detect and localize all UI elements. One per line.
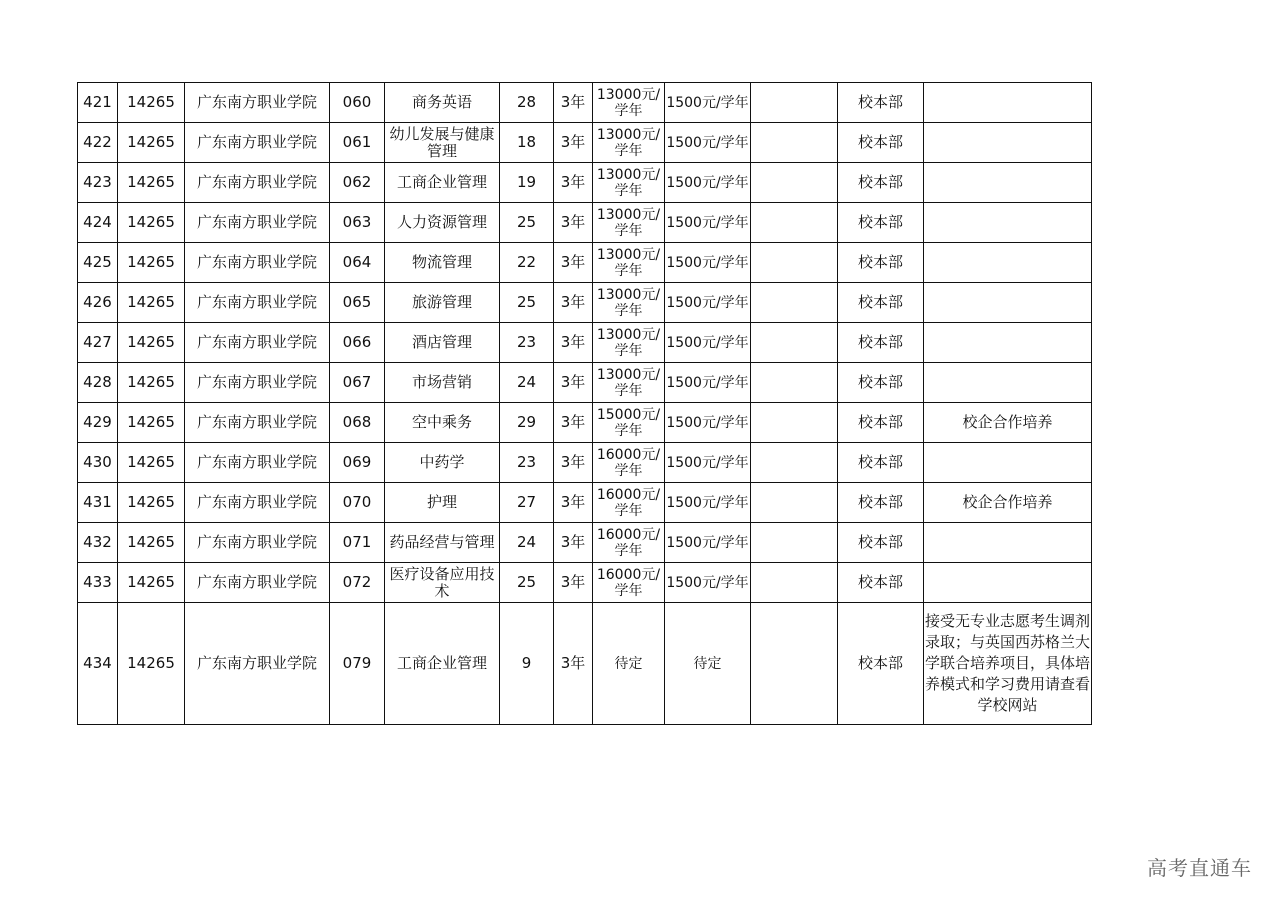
table-row bbox=[78, 483, 1092, 523]
plan-count-cell: 24 bbox=[500, 363, 554, 403]
duration-cell: 3年 bbox=[554, 123, 593, 163]
remark-cell bbox=[924, 243, 1092, 283]
remark-cell bbox=[924, 323, 1092, 363]
table-row bbox=[78, 203, 1092, 243]
school-name-cell: 广东南方职业学院 bbox=[185, 203, 330, 243]
school-code-cell: 14265 bbox=[118, 283, 185, 323]
empty-cell bbox=[751, 83, 838, 123]
school-name-cell: 广东南方职业学院 bbox=[185, 403, 330, 443]
major-name-cell: 中药学 bbox=[385, 443, 500, 483]
lodging-fee-cell: 1500元/学年 bbox=[665, 243, 751, 283]
duration-cell: 3年 bbox=[554, 523, 593, 563]
remark-cell bbox=[924, 523, 1092, 563]
major-name-cell: 工商企业管理 bbox=[385, 163, 500, 203]
remark-cell: 校企合作培养 bbox=[924, 403, 1092, 443]
plan-count-cell: 24 bbox=[500, 523, 554, 563]
table-row bbox=[78, 603, 1092, 725]
row-number-cell: 423 bbox=[78, 163, 118, 203]
remark-cell bbox=[924, 283, 1092, 323]
empty-cell bbox=[751, 603, 838, 725]
school-code-cell: 14265 bbox=[118, 523, 185, 563]
school-code-cell: 14265 bbox=[118, 403, 185, 443]
school-name-cell: 广东南方职业学院 bbox=[185, 483, 330, 523]
tuition-cell: 13000元/学年 bbox=[593, 123, 665, 163]
campus-cell: 校本部 bbox=[838, 403, 924, 443]
empty-cell bbox=[751, 283, 838, 323]
major-name-cell: 旅游管理 bbox=[385, 283, 500, 323]
duration-cell: 3年 bbox=[554, 603, 593, 725]
campus-cell: 校本部 bbox=[838, 523, 924, 563]
school-code-cell: 14265 bbox=[118, 563, 185, 603]
lodging-fee-cell: 1500元/学年 bbox=[665, 523, 751, 563]
row-number-cell: 427 bbox=[78, 323, 118, 363]
lodging-fee-cell: 1500元/学年 bbox=[665, 363, 751, 403]
major-name-cell: 药品经营与管理 bbox=[385, 523, 500, 563]
campus-cell: 校本部 bbox=[838, 323, 924, 363]
major-code-cell: 067 bbox=[330, 363, 385, 403]
school-code-cell: 14265 bbox=[118, 363, 185, 403]
school-name-cell: 广东南方职业学院 bbox=[185, 363, 330, 403]
major-code-cell: 064 bbox=[330, 243, 385, 283]
row-number-cell: 424 bbox=[78, 203, 118, 243]
major-code-cell: 068 bbox=[330, 403, 385, 443]
empty-cell bbox=[751, 563, 838, 603]
duration-cell: 3年 bbox=[554, 283, 593, 323]
table-row bbox=[78, 563, 1092, 603]
school-code-cell: 14265 bbox=[118, 163, 185, 203]
plan-count-cell: 28 bbox=[500, 83, 554, 123]
table-row bbox=[78, 163, 1092, 203]
empty-cell bbox=[751, 123, 838, 163]
row-number-cell: 430 bbox=[78, 443, 118, 483]
major-code-cell: 063 bbox=[330, 203, 385, 243]
school-name-cell: 广东南方职业学院 bbox=[185, 243, 330, 283]
remark-cell bbox=[924, 83, 1092, 123]
row-number-cell: 421 bbox=[78, 83, 118, 123]
row-number-cell: 425 bbox=[78, 243, 118, 283]
major-name-cell: 人力资源管理 bbox=[385, 203, 500, 243]
empty-cell bbox=[751, 243, 838, 283]
major-code-cell: 079 bbox=[330, 603, 385, 725]
school-name-cell: 广东南方职业学院 bbox=[185, 323, 330, 363]
table-row bbox=[78, 323, 1092, 363]
campus-cell: 校本部 bbox=[838, 483, 924, 523]
duration-cell: 3年 bbox=[554, 363, 593, 403]
duration-cell: 3年 bbox=[554, 203, 593, 243]
lodging-fee-cell: 1500元/学年 bbox=[665, 563, 751, 603]
plan-count-cell: 22 bbox=[500, 243, 554, 283]
major-code-cell: 060 bbox=[330, 83, 385, 123]
tuition-cell: 15000元/学年 bbox=[593, 403, 665, 443]
major-code-cell: 062 bbox=[330, 163, 385, 203]
lodging-fee-cell: 1500元/学年 bbox=[665, 83, 751, 123]
tuition-cell: 13000元/学年 bbox=[593, 363, 665, 403]
major-name-cell: 工商企业管理 bbox=[385, 603, 500, 725]
school-code-cell: 14265 bbox=[118, 203, 185, 243]
school-code-cell: 14265 bbox=[118, 603, 185, 725]
school-name-cell: 广东南方职业学院 bbox=[185, 283, 330, 323]
tuition-cell: 13000元/学年 bbox=[593, 163, 665, 203]
school-code-cell: 14265 bbox=[118, 123, 185, 163]
table-row bbox=[78, 283, 1092, 323]
tuition-cell: 16000元/学年 bbox=[593, 483, 665, 523]
plan-count-cell: 19 bbox=[500, 163, 554, 203]
school-name-cell: 广东南方职业学院 bbox=[185, 83, 330, 123]
lodging-fee-cell: 1500元/学年 bbox=[665, 163, 751, 203]
major-code-cell: 072 bbox=[330, 563, 385, 603]
school-code-cell: 14265 bbox=[118, 443, 185, 483]
major-name-cell: 护理 bbox=[385, 483, 500, 523]
empty-cell bbox=[751, 403, 838, 443]
school-name-cell: 广东南方职业学院 bbox=[185, 443, 330, 483]
plan-count-cell: 25 bbox=[500, 563, 554, 603]
plan-count-cell: 23 bbox=[500, 443, 554, 483]
empty-cell bbox=[751, 523, 838, 563]
campus-cell: 校本部 bbox=[838, 203, 924, 243]
tuition-cell: 13000元/学年 bbox=[593, 323, 665, 363]
campus-cell: 校本部 bbox=[838, 123, 924, 163]
watermark-text: 高考直通车 bbox=[1147, 856, 1252, 880]
remark-cell bbox=[924, 563, 1092, 603]
major-code-cell: 066 bbox=[330, 323, 385, 363]
table-row bbox=[78, 523, 1092, 563]
duration-cell: 3年 bbox=[554, 323, 593, 363]
remark-cell bbox=[924, 123, 1092, 163]
school-name-cell: 广东南方职业学院 bbox=[185, 563, 330, 603]
school-code-cell: 14265 bbox=[118, 83, 185, 123]
school-name-cell: 广东南方职业学院 bbox=[185, 163, 330, 203]
school-code-cell: 14265 bbox=[118, 483, 185, 523]
plan-count-cell: 25 bbox=[500, 203, 554, 243]
plan-count-cell: 23 bbox=[500, 323, 554, 363]
duration-cell: 3年 bbox=[554, 403, 593, 443]
tuition-cell: 13000元/学年 bbox=[593, 243, 665, 283]
tuition-cell: 13000元/学年 bbox=[593, 83, 665, 123]
major-name-cell: 酒店管理 bbox=[385, 323, 500, 363]
school-name-cell: 广东南方职业学院 bbox=[185, 123, 330, 163]
empty-cell bbox=[751, 163, 838, 203]
major-code-cell: 069 bbox=[330, 443, 385, 483]
campus-cell: 校本部 bbox=[838, 283, 924, 323]
campus-cell: 校本部 bbox=[838, 563, 924, 603]
table-row bbox=[78, 363, 1092, 403]
major-name-cell: 市场营销 bbox=[385, 363, 500, 403]
lodging-fee-cell: 1500元/学年 bbox=[665, 403, 751, 443]
campus-cell: 校本部 bbox=[838, 603, 924, 725]
campus-cell: 校本部 bbox=[838, 163, 924, 203]
duration-cell: 3年 bbox=[554, 243, 593, 283]
row-number-cell: 422 bbox=[78, 123, 118, 163]
lodging-fee-cell: 待定 bbox=[665, 603, 751, 725]
plan-count-cell: 18 bbox=[500, 123, 554, 163]
empty-cell bbox=[751, 443, 838, 483]
duration-cell: 3年 bbox=[554, 483, 593, 523]
lodging-fee-cell: 1500元/学年 bbox=[665, 443, 751, 483]
major-name-cell: 商务英语 bbox=[385, 83, 500, 123]
plan-count-cell: 27 bbox=[500, 483, 554, 523]
lodging-fee-cell: 1500元/学年 bbox=[665, 203, 751, 243]
remark-cell bbox=[924, 363, 1092, 403]
lodging-fee-cell: 1500元/学年 bbox=[665, 283, 751, 323]
remark-cell: 接受无专业志愿考生调剂录取；与英国西苏格兰大学联合培养项目，具体培养模式和学习费用请查看学校网站 bbox=[924, 603, 1092, 725]
campus-cell: 校本部 bbox=[838, 363, 924, 403]
tuition-cell: 16000元/学年 bbox=[593, 523, 665, 563]
duration-cell: 3年 bbox=[554, 163, 593, 203]
lodging-fee-cell: 1500元/学年 bbox=[665, 483, 751, 523]
row-number-cell: 426 bbox=[78, 283, 118, 323]
tuition-cell: 待定 bbox=[593, 603, 665, 725]
duration-cell: 3年 bbox=[554, 443, 593, 483]
empty-cell bbox=[751, 203, 838, 243]
table-row bbox=[78, 403, 1092, 443]
major-code-cell: 065 bbox=[330, 283, 385, 323]
major-name-cell: 物流管理 bbox=[385, 243, 500, 283]
school-name-cell: 广东南方职业学院 bbox=[185, 523, 330, 563]
tuition-cell: 16000元/学年 bbox=[593, 563, 665, 603]
lodging-fee-cell: 1500元/学年 bbox=[665, 123, 751, 163]
row-number-cell: 433 bbox=[78, 563, 118, 603]
duration-cell: 3年 bbox=[554, 83, 593, 123]
school-code-cell: 14265 bbox=[118, 323, 185, 363]
remark-cell bbox=[924, 163, 1092, 203]
empty-cell bbox=[751, 363, 838, 403]
remark-cell bbox=[924, 203, 1092, 243]
major-name-cell: 幼儿发展与健康管理 bbox=[385, 123, 500, 163]
empty-cell bbox=[751, 483, 838, 523]
tuition-cell: 13000元/学年 bbox=[593, 283, 665, 323]
table-row bbox=[78, 243, 1092, 283]
school-code-cell: 14265 bbox=[118, 243, 185, 283]
plan-count-cell: 9 bbox=[500, 603, 554, 725]
major-name-cell: 空中乘务 bbox=[385, 403, 500, 443]
row-number-cell: 431 bbox=[78, 483, 118, 523]
plan-count-cell: 29 bbox=[500, 403, 554, 443]
campus-cell: 校本部 bbox=[838, 83, 924, 123]
table-row bbox=[78, 123, 1092, 163]
remark-cell bbox=[924, 443, 1092, 483]
major-code-cell: 071 bbox=[330, 523, 385, 563]
row-number-cell: 432 bbox=[78, 523, 118, 563]
admission-plan-table bbox=[77, 82, 1092, 725]
row-number-cell: 429 bbox=[78, 403, 118, 443]
table-row bbox=[78, 443, 1092, 483]
major-name-cell: 医疗设备应用技术 bbox=[385, 563, 500, 603]
lodging-fee-cell: 1500元/学年 bbox=[665, 323, 751, 363]
empty-cell bbox=[751, 323, 838, 363]
campus-cell: 校本部 bbox=[838, 243, 924, 283]
tuition-cell: 16000元/学年 bbox=[593, 443, 665, 483]
campus-cell: 校本部 bbox=[838, 443, 924, 483]
major-code-cell: 061 bbox=[330, 123, 385, 163]
row-number-cell: 434 bbox=[78, 603, 118, 725]
tuition-cell: 13000元/学年 bbox=[593, 203, 665, 243]
table-row bbox=[78, 83, 1092, 123]
plan-count-cell: 25 bbox=[500, 283, 554, 323]
school-name-cell: 广东南方职业学院 bbox=[185, 603, 330, 725]
duration-cell: 3年 bbox=[554, 563, 593, 603]
row-number-cell: 428 bbox=[78, 363, 118, 403]
remark-cell: 校企合作培养 bbox=[924, 483, 1092, 523]
major-code-cell: 070 bbox=[330, 483, 385, 523]
